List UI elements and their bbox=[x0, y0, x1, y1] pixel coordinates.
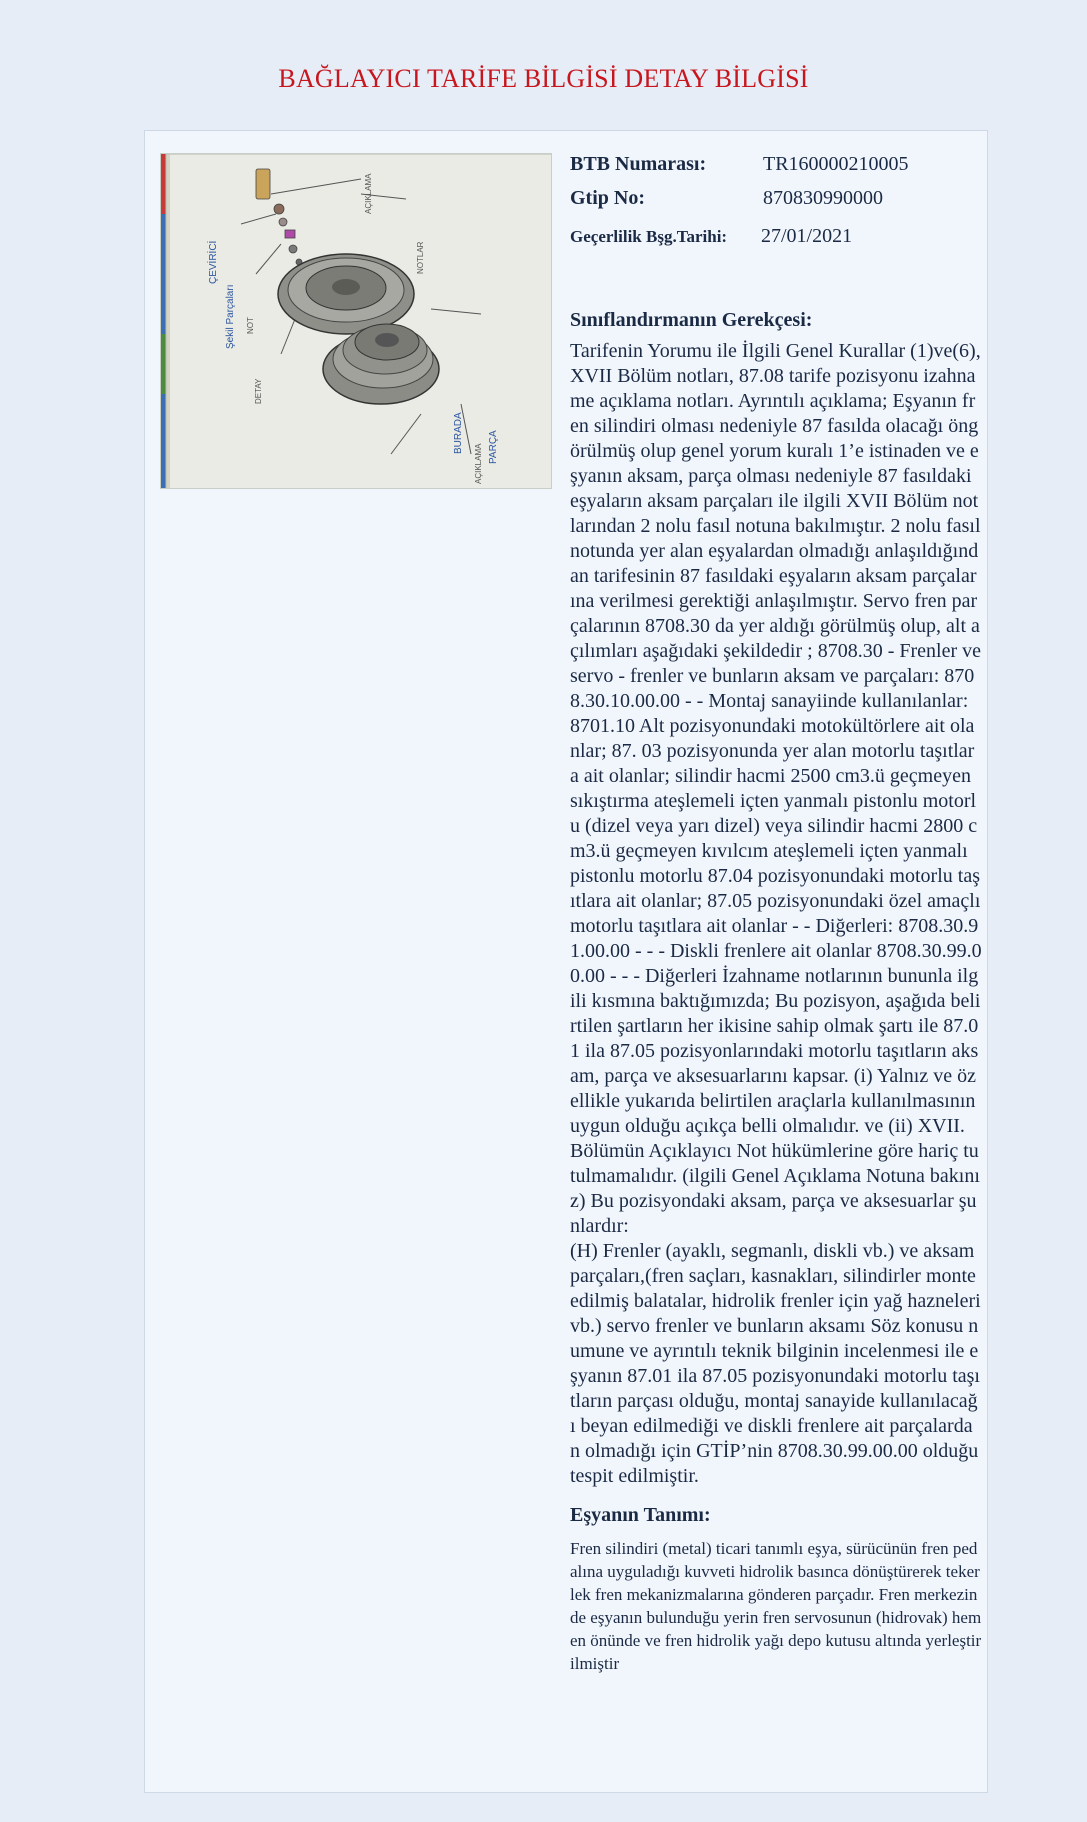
svg-text:PARÇA: PARÇA bbox=[488, 430, 499, 464]
svg-text:NOTLAR: NOTLAR bbox=[416, 241, 425, 274]
details-panel bbox=[570, 153, 985, 1675]
validity-row bbox=[570, 221, 985, 261]
btb-value: TR160000210005 bbox=[763, 153, 909, 175]
classification-title: Sınıflandırmanın Gerekçesi: bbox=[570, 309, 813, 331]
svg-text:AÇIKLAMA: AÇIKLAMA bbox=[364, 173, 373, 214]
detail-card bbox=[144, 130, 988, 1793]
svg-text:ÇEVİRİCİ: ÇEVİRİCİ bbox=[208, 240, 219, 284]
exploded-diagram-image bbox=[161, 154, 552, 489]
validity-label: Geçerlilik Bşg.Tarihi: bbox=[570, 227, 728, 246]
gtip-label: Gtip No: bbox=[570, 187, 645, 209]
svg-text:NOT: NOT bbox=[246, 317, 255, 334]
classification-text-2: (H) Frenler (ayaklı, segmanlı, diskli vb.) ve aksam parçaları,(fren saçları, kasnakları, silindirler monte edilmiş balatalar, hidrolik frenler için yağ hazneleri vb.) servo frenler ve bunların aksamı Söz konusu numune ve ayrıntılı teknik bilginin incelenmesi ile eşyanın 87.01 ila 87.05 pozisyonundaki motorlu taşıtların parçası olduğu, montaj sanayide kullanılacağı beyan edilmediği ve diskli frenlere ait parçalardan olmadığı için GTİP’nin 8708.30.99.00.00 olduğu tespit edilmiştir. bbox=[570, 1240, 981, 1487]
goods-text: Fren silindiri (metal) ticari tanımlı eşya, sürücünün fren pedalına uyguladığı kuvveti hidrolik basınca dönüştürerek tekerlek fren mekanizmalarına gönderen parçadır. Fren merkezinde eşyanın bulunduğu yerin fren servosunun (hidrovak) hemen önünde ve fren hidrolik yağı depo kutusu altında yerleştirilmiştir bbox=[570, 1539, 982, 1673]
svg-text:Şekil Parçaları: Şekil Parçaları bbox=[225, 284, 236, 349]
product-photo bbox=[160, 153, 552, 489]
classification-text: Tarifenin Yorumu ile İlgili Genel Kurallar (1)ve(6), XVII Bölüm notları, 87.08 tarife pozisyonu izahname açıklama notları. Ayrıntılı açıklama; Eşyanın fren silindiri olması nedeniyle 87 fasılda olacağı öngörülmüş olup genel yorum kuralı 1’e istinaden ve eşyanın aksam, parça olması nedeniyle 87 fasıldaki eşyaların aksam parçaları ile ilgili XVII Bölüm notlarından 2 nolu fasıl notuna bakılmıştır. 2 nolu fasıl notunda yer alan eşyalardan olmadığı anlaşıldığından tarifesinin 87 fasıldaki eşyaların aksam parçalarına verilmesi gerektiği anlaşılmıştır. Servo fren parçalarının 8708.30 da yer aldığı görülmüş olup, alt açılımları aşağıdaki şekildedir ; 8708.30 - Frenler ve servo - frenler ve bunların aksam ve parçaları: 8708.30.10.00.00 - - Montaj sanayiinde kullanılanlar: 8701.10 Alt pozisyonundaki motokültörlere ait olanlar; 87. 03 pozisyonunda yer alan motorlu taşıtlara ait olanlar; silindir hacmi 2500 cm3.ü geçmeyen sıkıştırma ateşlemeli içten yanmalı pistonlu motorlu (dizel veya yarı dizel) veya silindir hacmi 2800 cm3.ü geçmeyen kıvılcım ateşlemeli içten yanmalı pistonlu motorlu 87.04 pozisyonundaki motorlu taşıtlara ait olanlar; 87.05 pozisyonundaki özel amaçlı motorlu taşıtlara ait olanlar - - Diğerleri: 8708.30.91.00.00 - - - Diskli frenlere ait olanlar 8708.30.99.00.00 - - - Diğerleri İzahname notlarının bununla ilgili kısmına baktığımızda; Bu pozisyon, aşağıda belirtilen şartların her ikisine sahip olmak şartı ile 87.01 ila 87.05 pozisyonlarındaki motorlu taşıtların aksam, parça ve aksesuarlarını kapsar. (i) Yalnız ve özellikle yukarıda belirtilen araçlarla kullanılmasının uygun olduğu açıkça belli olmalıdır. ve (ii) XVII. Bölümün Açıklayıcı Not hükümlerine göre hariç tutulmamalıdır. (ilgili Genel Açıklama Notuna bakınız) Bu pozisyondaki aksam, parça ve aksesuarlar şunlardır: bbox=[570, 340, 982, 1237]
goods-title: Eşyanın Tanımı: bbox=[570, 1504, 711, 1526]
svg-text:AÇIKLAMA: AÇIKLAMA bbox=[474, 443, 483, 484]
btb-label: BTB Numarası: bbox=[570, 153, 707, 175]
validity-value: 27/01/2021 bbox=[761, 225, 853, 247]
btb-row bbox=[570, 153, 985, 187]
page-title: BAĞLAYICI TARİFE BİLGİSİ DETAY BİLGİSİ bbox=[278, 64, 809, 93]
svg-text:DETAY: DETAY bbox=[254, 378, 263, 404]
svg-text:BURADA: BURADA bbox=[453, 412, 464, 454]
gtip-value: 870830990000 bbox=[763, 187, 883, 209]
gtip-row bbox=[570, 187, 985, 221]
